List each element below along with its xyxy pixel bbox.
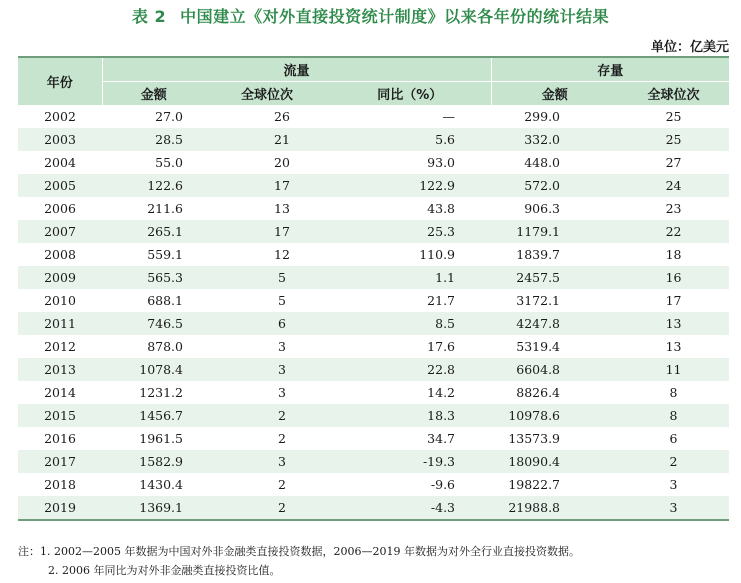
year-cell: 2008 [18, 243, 102, 266]
yoy-cell: 21.7 [329, 289, 491, 312]
table-row [18, 496, 729, 519]
table-row [18, 335, 729, 358]
yoy-cell: 34.7 [329, 427, 491, 450]
table-row [18, 289, 729, 312]
table-row [18, 243, 729, 266]
stock-rank-cell: 8 [618, 404, 729, 427]
flow-amount-cell: 28.5 [102, 128, 205, 151]
stock-rank-cell: 16 [618, 266, 729, 289]
year-cell: 2011 [18, 312, 102, 335]
header-flow-rank: 全球位次 [205, 82, 329, 106]
year-cell: 2002 [18, 105, 102, 128]
year-cell: 2009 [18, 266, 102, 289]
stock-rank-cell: 13 [618, 335, 729, 358]
year-cell: 2014 [18, 381, 102, 404]
yoy-cell: -19.3 [329, 450, 491, 473]
flow-amount-cell: 1231.2 [102, 381, 205, 404]
stock-amount-cell: 2457.5 [491, 266, 618, 289]
yoy-cell: -4.3 [329, 496, 491, 519]
flow-amount-cell: 1456.7 [102, 404, 205, 427]
header-flow: 流量 [102, 58, 491, 82]
flow-rank-cell: 13 [205, 197, 329, 220]
header-stock: 存量 [491, 58, 729, 82]
table-row [18, 151, 729, 174]
stock-amount-cell: 906.3 [491, 197, 618, 220]
yoy-cell: 14.2 [329, 381, 491, 404]
year-cell: 2018 [18, 473, 102, 496]
header-flow-amount: 金额 [102, 82, 205, 106]
table-row [18, 427, 729, 450]
stock-amount-cell: 332.0 [491, 128, 618, 151]
year-cell: 2015 [18, 404, 102, 427]
yoy-cell: — [329, 105, 491, 128]
stock-rank-cell: 13 [618, 312, 729, 335]
stock-rank-cell: 6 [618, 427, 729, 450]
stock-rank-cell: 17 [618, 289, 729, 312]
table-row [18, 128, 729, 151]
year-cell: 2004 [18, 151, 102, 174]
stock-amount-cell: 5319.4 [491, 335, 618, 358]
flow-amount-cell: 122.6 [102, 174, 205, 197]
flow-rank-cell: 17 [205, 174, 329, 197]
flow-rank-cell: 2 [205, 496, 329, 519]
flow-rank-cell: 2 [205, 427, 329, 450]
flow-amount-cell: 211.6 [102, 197, 205, 220]
year-cell: 2010 [18, 289, 102, 312]
table-title [0, 4, 741, 27]
header-stock-amount: 金额 [491, 82, 618, 106]
stock-amount-cell: 448.0 [491, 151, 618, 174]
table-row [18, 197, 729, 220]
yoy-cell: 110.9 [329, 243, 491, 266]
header-stock-rank: 全球位次 [618, 82, 729, 106]
stock-amount-cell: 3172.1 [491, 289, 618, 312]
table-row [18, 381, 729, 404]
flow-rank-cell: 3 [205, 450, 329, 473]
stock-rank-cell: 3 [618, 496, 729, 519]
yoy-cell: 1.1 [329, 266, 491, 289]
flow-rank-cell: 3 [205, 381, 329, 404]
header-year: 年份 [18, 58, 102, 105]
yoy-cell: 43.8 [329, 197, 491, 220]
flow-rank-cell: 3 [205, 358, 329, 381]
stock-amount-cell: 18090.4 [491, 450, 618, 473]
flow-amount-cell: 559.1 [102, 243, 205, 266]
stock-amount-cell: 6604.8 [491, 358, 618, 381]
table-caption: 中国建立《对外直接投资统计制度》以来各年份的统计结果 [180, 7, 610, 26]
year-cell: 2017 [18, 450, 102, 473]
yoy-cell: 17.6 [329, 335, 491, 358]
flow-amount-cell: 1369.1 [102, 496, 205, 519]
stock-amount-cell: 4247.8 [491, 312, 618, 335]
flow-rank-cell: 26 [205, 105, 329, 128]
table-row [18, 174, 729, 197]
stock-amount-cell: 19822.7 [491, 473, 618, 496]
yoy-cell: 5.6 [329, 128, 491, 151]
stock-rank-cell: 2 [618, 450, 729, 473]
note-1: 注：1. 2002—2005 年数据为中国对外非金融类直接投资数据，2006—2019 年数据为对外全行业直接投资数据。 [18, 545, 580, 558]
flow-rank-cell: 17 [205, 220, 329, 243]
table-notes [18, 542, 580, 580]
statistics-table [18, 56, 729, 521]
flow-rank-cell: 5 [205, 289, 329, 312]
flow-rank-cell: 12 [205, 243, 329, 266]
stock-amount-cell: 1179.1 [491, 220, 618, 243]
header-flow-yoy: 同比（%） [329, 82, 491, 106]
flow-rank-cell: 5 [205, 266, 329, 289]
stock-amount-cell: 1839.7 [491, 243, 618, 266]
stock-amount-cell: 572.0 [491, 174, 618, 197]
year-cell: 2006 [18, 197, 102, 220]
unit-label: 单位：亿美元 [650, 40, 729, 55]
stock-rank-cell: 11 [618, 358, 729, 381]
year-cell: 2005 [18, 174, 102, 197]
table-row [18, 220, 729, 243]
yoy-cell: 18.3 [329, 404, 491, 427]
stock-amount-cell: 21988.8 [491, 496, 618, 519]
table-body [18, 105, 729, 519]
flow-amount-cell: 1430.4 [102, 473, 205, 496]
stock-amount-cell: 13573.9 [491, 427, 618, 450]
flow-rank-cell: 21 [205, 128, 329, 151]
flow-amount-cell: 1078.4 [102, 358, 205, 381]
flow-amount-cell: 55.0 [102, 151, 205, 174]
stock-rank-cell: 27 [618, 151, 729, 174]
stock-amount-cell: 299.0 [491, 105, 618, 128]
flow-rank-cell: 6 [205, 312, 329, 335]
stock-rank-cell: 25 [618, 128, 729, 151]
stock-amount-cell: 10978.6 [491, 404, 618, 427]
flow-amount-cell: 27.0 [102, 105, 205, 128]
table-row [18, 404, 729, 427]
stock-rank-cell: 22 [618, 220, 729, 243]
flow-rank-cell: 20 [205, 151, 329, 174]
year-cell: 2003 [18, 128, 102, 151]
table-row [18, 266, 729, 289]
table-row [18, 312, 729, 335]
year-cell: 2013 [18, 358, 102, 381]
yoy-cell: 25.3 [329, 220, 491, 243]
note-2: 2. 2006 年同比为对外非金融类直接投资比值。 [48, 564, 281, 577]
flow-amount-cell: 688.1 [102, 289, 205, 312]
stock-rank-cell: 25 [618, 105, 729, 128]
yoy-cell: 122.9 [329, 174, 491, 197]
yoy-cell: 22.8 [329, 358, 491, 381]
year-cell: 2019 [18, 496, 102, 519]
table-row [18, 105, 729, 128]
year-cell: 2016 [18, 427, 102, 450]
flow-amount-cell: 565.3 [102, 266, 205, 289]
flow-amount-cell: 1961.5 [102, 427, 205, 450]
table-row [18, 358, 729, 381]
flow-amount-cell: 878.0 [102, 335, 205, 358]
stock-rank-cell: 24 [618, 174, 729, 197]
yoy-cell: -9.6 [329, 473, 491, 496]
flow-rank-cell: 2 [205, 473, 329, 496]
flow-rank-cell: 2 [205, 404, 329, 427]
flow-amount-cell: 1582.9 [102, 450, 205, 473]
table-row [18, 450, 729, 473]
table-row [18, 473, 729, 496]
flow-rank-cell: 3 [205, 335, 329, 358]
yoy-cell: 93.0 [329, 151, 491, 174]
stock-amount-cell: 8826.4 [491, 381, 618, 404]
stock-rank-cell: 23 [618, 197, 729, 220]
stock-rank-cell: 3 [618, 473, 729, 496]
year-cell: 2012 [18, 335, 102, 358]
table-number: 表 2 [131, 7, 167, 26]
stock-rank-cell: 18 [618, 243, 729, 266]
yoy-cell: 8.5 [329, 312, 491, 335]
flow-amount-cell: 265.1 [102, 220, 205, 243]
flow-amount-cell: 746.5 [102, 312, 205, 335]
stock-rank-cell: 8 [618, 381, 729, 404]
year-cell: 2007 [18, 220, 102, 243]
